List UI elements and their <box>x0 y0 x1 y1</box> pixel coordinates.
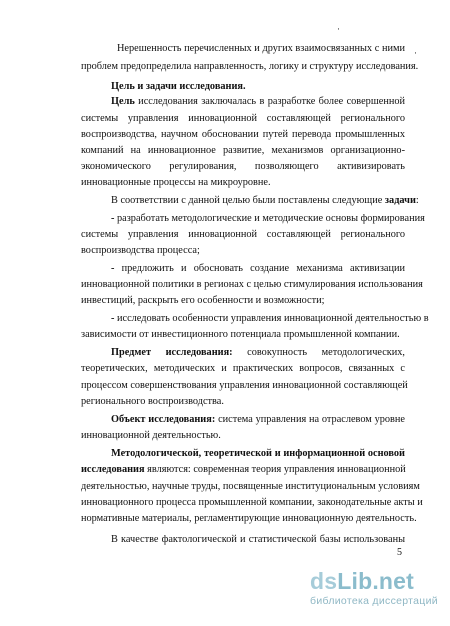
bold-text: исследования <box>81 464 145 475</box>
text-line <box>81 60 419 73</box>
text-segment: компаний на инновационное развитие, механизмов организационно- <box>81 145 405 156</box>
text-segment: системы управления инновационной составляющей регионального <box>81 229 405 240</box>
bold-text: Объект исследования: <box>111 414 216 425</box>
text-line <box>117 42 405 55</box>
text-line <box>111 212 425 225</box>
text-segment: проблем предопределила направленность, логику и структуру исследования. <box>81 61 419 72</box>
text-segment: исследовать особенности управления инновационной деятельностью в <box>117 313 429 324</box>
watermark <box>310 568 446 607</box>
text-segment: Нерешенность перечисленных и других взаимосвязанных с ними <box>117 43 405 54</box>
text-line <box>81 463 405 476</box>
text-segment: исследования заключалась в разработке более совершенной <box>134 96 405 107</box>
text-line <box>81 328 405 341</box>
text-line <box>81 228 405 241</box>
text-line <box>81 144 405 157</box>
text-segment: регионального воспроизводства. <box>81 396 224 407</box>
text-line <box>111 80 405 93</box>
bold-text: - <box>111 213 118 224</box>
page-number: 5 <box>397 547 402 558</box>
text-line <box>111 262 405 275</box>
bold-text: Цель и задачи исследования. <box>111 81 246 92</box>
text-line <box>81 294 405 307</box>
bold-text: - <box>111 313 118 324</box>
text-segment: предложить и обосновать создание механизма активизации <box>121 263 405 274</box>
watermark-logo <box>310 568 446 594</box>
text-line <box>81 395 405 408</box>
scan-speck: · <box>337 24 340 34</box>
bold-text: Методологической, теоретической и информационной основой <box>111 448 405 459</box>
text-segment: инновационного процесса промышленной компании, законодательные акты и <box>81 497 423 508</box>
bold-text: Цель <box>111 96 135 107</box>
text-line <box>81 362 405 375</box>
text-segment: инновационной политики в регионах с целью стимулирования использования <box>81 279 423 290</box>
text-segment: совокупность методологических, <box>232 347 405 358</box>
text-segment: теоретических, методических и практических вопросов, связанных с <box>81 363 405 374</box>
text-segment: нормативные материалы, регламентирующие инновационную деятельность. <box>81 513 417 524</box>
watermark-logo-ds: ds <box>310 568 338 594</box>
text-line <box>81 429 405 442</box>
text-line <box>111 346 405 359</box>
text-line <box>81 278 423 291</box>
text-line <box>81 244 405 257</box>
scan-speck: · <box>414 48 417 58</box>
text-segment: система управления на отраслевом уровне <box>215 414 406 425</box>
text-segment: : <box>415 195 419 206</box>
text-segment: системы управления инновационной составляющей регионального <box>81 113 405 124</box>
text-line <box>81 379 408 392</box>
bold-text: Предмет исследования: <box>111 347 233 358</box>
text-segment: зависимости от инвестиционного потенциала промышленной компании. <box>81 329 400 340</box>
text-line <box>81 128 405 141</box>
text-line <box>111 413 405 426</box>
text-line <box>81 112 405 125</box>
text-segment: деятельностью, научные труды, посвященные институциональным условиям <box>81 481 420 492</box>
text-segment: являются: современная теория управления инновационной <box>144 464 406 475</box>
text-segment: В соответствии с данной целью были поставлены следующие <box>111 195 385 206</box>
bold-text: - <box>111 263 122 274</box>
text-segment: экономического регулирования, позволяющего активизировать <box>81 161 405 172</box>
text-segment: В качестве фактологической и статистической базы использованы <box>111 534 405 545</box>
text-line <box>81 160 405 173</box>
watermark-logo-lib: Lib.net <box>337 568 415 594</box>
text-line <box>111 312 429 325</box>
text-segment: инвестиций, раскрыть его особенности и возможности; <box>81 295 325 306</box>
text-segment: процессом совершенствования управления инновационной составляющей <box>81 380 408 391</box>
text-segment: инновационной деятельностью. <box>81 430 221 441</box>
text-line <box>81 496 423 509</box>
text-segment: воспроизводства процесса; <box>81 245 200 256</box>
bold-text: задачи <box>384 195 416 206</box>
text-line <box>111 533 405 546</box>
text-line <box>81 176 405 189</box>
text-line <box>81 512 417 525</box>
text-segment: воспроизводства, научном обосновании путей перевода промышленных <box>81 129 405 140</box>
watermark-subtitle: библиотека диссертаций <box>310 595 438 607</box>
text-line <box>81 480 420 493</box>
text-segment: инновационные процессы на микроуровне. <box>81 177 271 188</box>
text-segment: разработать методологические и методические основы формирования <box>117 213 425 224</box>
text-line <box>111 95 405 108</box>
text-line <box>111 447 405 460</box>
text-line <box>111 194 419 207</box>
